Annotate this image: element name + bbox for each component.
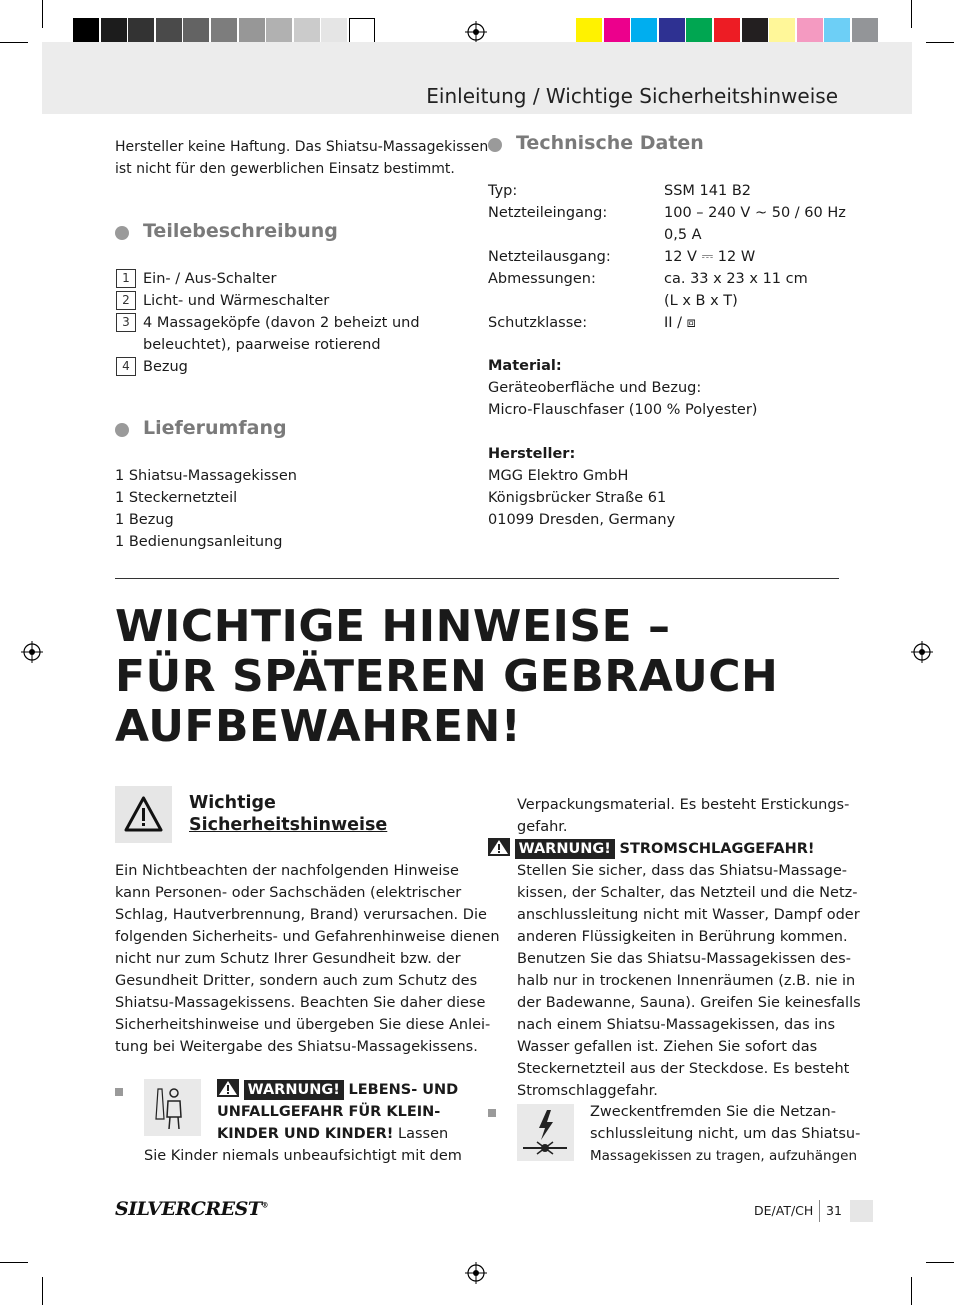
warning2-line: anderen Flüssigkeiten in Berührung kommen. (517, 929, 848, 945)
warning2-line (488, 838, 815, 860)
child-with-bag-icon (144, 1079, 201, 1136)
registration-target-icon (21, 641, 43, 663)
crop-mark (926, 1262, 954, 1263)
warning-triangle-icon (115, 786, 172, 843)
spec-value: ca. 33 x 23 x 11 cm (664, 271, 808, 287)
safety-heading: Wichtige (189, 793, 276, 813)
color-swatch (631, 18, 657, 45)
delivery-item: 1 Bezug (115, 512, 174, 528)
safety-paragraph-line: Gesundheit Dritter, sondern auch zum Schutz des (115, 973, 478, 989)
warning-badge: WARNUNG! (515, 839, 615, 859)
spec-label: Netzteileingang: (488, 205, 608, 221)
intro-text: Hersteller keine Haftung. Das Shiatsu-Massagekissen (115, 139, 489, 155)
color-swatch (769, 18, 795, 45)
crop-mark (0, 42, 28, 43)
warning1-bold: KINDER UND KINDER! (217, 1126, 394, 1142)
delivery-item: 1 Steckernetzteil (115, 490, 238, 506)
maker-line: MGG Elektro GmbH (488, 468, 629, 484)
spec-value: (L x B x T) (664, 293, 738, 309)
safety-paragraph-line: Sicherheitshinweise und übergeben Sie diese Anlei- (115, 1017, 491, 1033)
footer-locale: DE/AT/CH (754, 1203, 814, 1218)
color-swatch (824, 18, 850, 45)
color-swatch (321, 18, 347, 45)
warning1-text: Lassen (398, 1126, 449, 1142)
warning2-line: Steckernetzteil aus der Steckdose. Es besteht (517, 1061, 850, 1077)
part-number: 3 (116, 313, 136, 332)
warning-small-icon (488, 838, 510, 856)
color-swatch (686, 18, 712, 45)
color-swatch (576, 18, 602, 45)
part-label: 4 Massageköpfe (davon 2 beheizt und (143, 315, 420, 331)
material-line: Micro-Flauschfaser (100 % Polyester) (488, 402, 758, 418)
delivery-item: 1 Shiatsu-Massagekissen (115, 468, 297, 484)
color-swatch (183, 18, 209, 45)
page-number-tab (850, 1200, 873, 1222)
brand-logo-text: SILVERCREST (115, 1198, 262, 1220)
part-label: Licht- und Wärmeschalter (143, 293, 330, 309)
main-title-line: FÜR SPÄTEREN GEBRAUCH (115, 651, 779, 702)
maker-line: 01099 Dresden, Germany (488, 512, 676, 528)
list-bullet (115, 1088, 123, 1096)
intro-text: ist nicht für den gewerblichen Einsatz bestimmt. (115, 161, 455, 177)
registration-target-icon (465, 1262, 487, 1284)
spec-value: 0,5 A (664, 227, 702, 243)
part-label: beleuchtet), paarweise rotierend (143, 337, 381, 353)
spec-label: Abmessungen: (488, 271, 596, 287)
cable-line: schlussleitung nicht, um das Shiatsu- (590, 1126, 861, 1142)
footer-divider (819, 1200, 820, 1222)
safety-heading: Sicherheitshinweise (189, 815, 388, 835)
page-header-title: Einleitung / Wichtige Sicherheitshinweise (426, 84, 838, 108)
cable-line: Massagekissen zu tragen, aufzuhängen (590, 1148, 858, 1164)
safety-paragraph-line: kann Personen- oder Sachschäden (elektrischer (115, 885, 462, 901)
list-bullet (488, 1109, 496, 1117)
warning2-line: Stromschlaggefahr. (517, 1083, 658, 1099)
warning2-line: Benutzen Sie das Shiatsu-Massagekissen des- (517, 951, 851, 967)
warning2-line: Wasser gefallen ist. Ziehen Sie sofort das (517, 1039, 818, 1055)
warning-badge: WARNUNG! (244, 1080, 344, 1100)
cont-line: gefahr. (517, 819, 568, 835)
crop-mark (911, 0, 912, 28)
crop-mark (42, 0, 43, 28)
main-title-line: AUFBEWAHREN! (115, 701, 522, 752)
cable-line: Zweckentfremden Sie die Netzan- (590, 1104, 836, 1120)
warning2-bold: STROMSCHLAGGEFAHR! (619, 841, 815, 857)
color-swatch (211, 18, 237, 45)
warning1-line (217, 1123, 448, 1145)
spec-value: II / ⧈ (664, 315, 696, 331)
spec-label: Typ: (488, 183, 518, 199)
safety-paragraph-line: Ein Nichtbeachten der nachfolgenden Hinweise (115, 863, 459, 879)
cont-line: Verpackungsmaterial. Es besteht Erstickungs- (517, 797, 850, 813)
material-heading: Material: (488, 358, 562, 374)
warning-small-icon (217, 1079, 239, 1097)
color-swatch (659, 18, 685, 45)
section-bullet (115, 226, 129, 240)
specs-heading: Technische Daten (516, 132, 704, 154)
color-swatch (156, 18, 182, 45)
warning1-bold: LEBENS- UND (348, 1082, 459, 1098)
warning1-line: UNFALLGEFAHR FÜR KLEIN- (217, 1104, 441, 1120)
warning1-line (217, 1079, 458, 1101)
spec-value: 100 – 240 V ~ 50 / 60 Hz (664, 205, 846, 221)
safety-paragraph-line: tung bei Weitergabe des Shiatsu-Massagekissens. (115, 1039, 478, 1055)
child-warning-icon-box (144, 1079, 201, 1136)
safety-paragraph-line: Shiatsu-Massagekissens. Beachten Sie daher diese (115, 995, 486, 1011)
warning2-line: kissen, der Schalter, das Netzteil und die Netz- (517, 885, 858, 901)
part-number: 1 (116, 269, 136, 288)
safety-paragraph-line: folgenden Sicherheits- und Gefahrenhinweise dienen (115, 929, 500, 945)
material-line: Geräteoberfläche und Bezug: (488, 380, 702, 396)
safety-paragraph-line: nicht nur zum Schutz Ihrer Gesundheit bzw. der (115, 951, 461, 967)
color-swatch (604, 18, 630, 45)
electric-shock-icon (517, 1104, 574, 1161)
delivery-heading: Lieferumfang (143, 417, 287, 439)
part-number: 2 (116, 291, 136, 310)
registration-target-icon (911, 641, 933, 663)
warning2-line: halb nur in trockenen Innenräumen (z.B. nie in (517, 973, 856, 989)
color-swatch (294, 18, 320, 45)
part-number: 4 (116, 357, 136, 376)
crop-mark (926, 42, 954, 43)
color-swatch (714, 18, 740, 45)
page-number: 31 (826, 1203, 842, 1218)
spec-label: Schutzklasse: (488, 315, 588, 331)
main-title-line: WICHTIGE HINWEISE – (115, 601, 671, 652)
part-label: Ein- / Aus-Schalter (143, 271, 277, 287)
brand-logo: SILVERCREST® (115, 1198, 268, 1220)
section-bullet (115, 423, 129, 437)
color-swatch (73, 18, 99, 45)
color-swatch (266, 18, 292, 45)
section-bullet (488, 138, 502, 152)
delivery-item: 1 Bedienungsanleitung (115, 534, 283, 550)
spec-value: SSM 141 B2 (664, 183, 751, 199)
color-swatch (101, 18, 127, 45)
registration-target-icon (465, 21, 487, 43)
cable-warning-icon-box (517, 1104, 574, 1161)
color-swatch (349, 18, 375, 45)
maker-line: Königsbrücker Straße 61 (488, 490, 667, 506)
warning2-line: anschlussleitung nicht mit Wasser, Dampf oder (517, 907, 860, 923)
warning2-line: der Badewanne, Sauna). Greifen Sie keinesfalls (517, 995, 861, 1011)
part-label: Bezug (143, 359, 188, 375)
warning2-line: Stellen Sie sicher, dass das Shiatsu-Massage- (517, 863, 847, 879)
spec-value: 12 V ⎓ 12 W (664, 249, 756, 265)
warning2-line: nach einem Shiatsu-Massagekissen, das ins (517, 1017, 836, 1033)
safety-paragraph-line: Schlag, Hautverbrennung, Brand) verursachen. Die (115, 907, 487, 923)
warning-icon-box (115, 786, 172, 843)
crop-mark (42, 1277, 43, 1305)
maker-heading: Hersteller: (488, 446, 576, 462)
crop-mark (911, 1277, 912, 1305)
spec-label: Netzteilausgang: (488, 249, 611, 265)
color-swatch (128, 18, 154, 45)
color-swatch (852, 18, 878, 45)
crop-mark (0, 1262, 28, 1263)
parts-heading: Teilebeschreibung (143, 220, 338, 242)
warning1-line: Sie Kinder niemals unbeaufsichtigt mit dem (144, 1148, 462, 1164)
color-swatch (239, 18, 265, 45)
color-swatch (797, 18, 823, 45)
section-divider (115, 578, 839, 579)
color-swatch (742, 18, 768, 45)
